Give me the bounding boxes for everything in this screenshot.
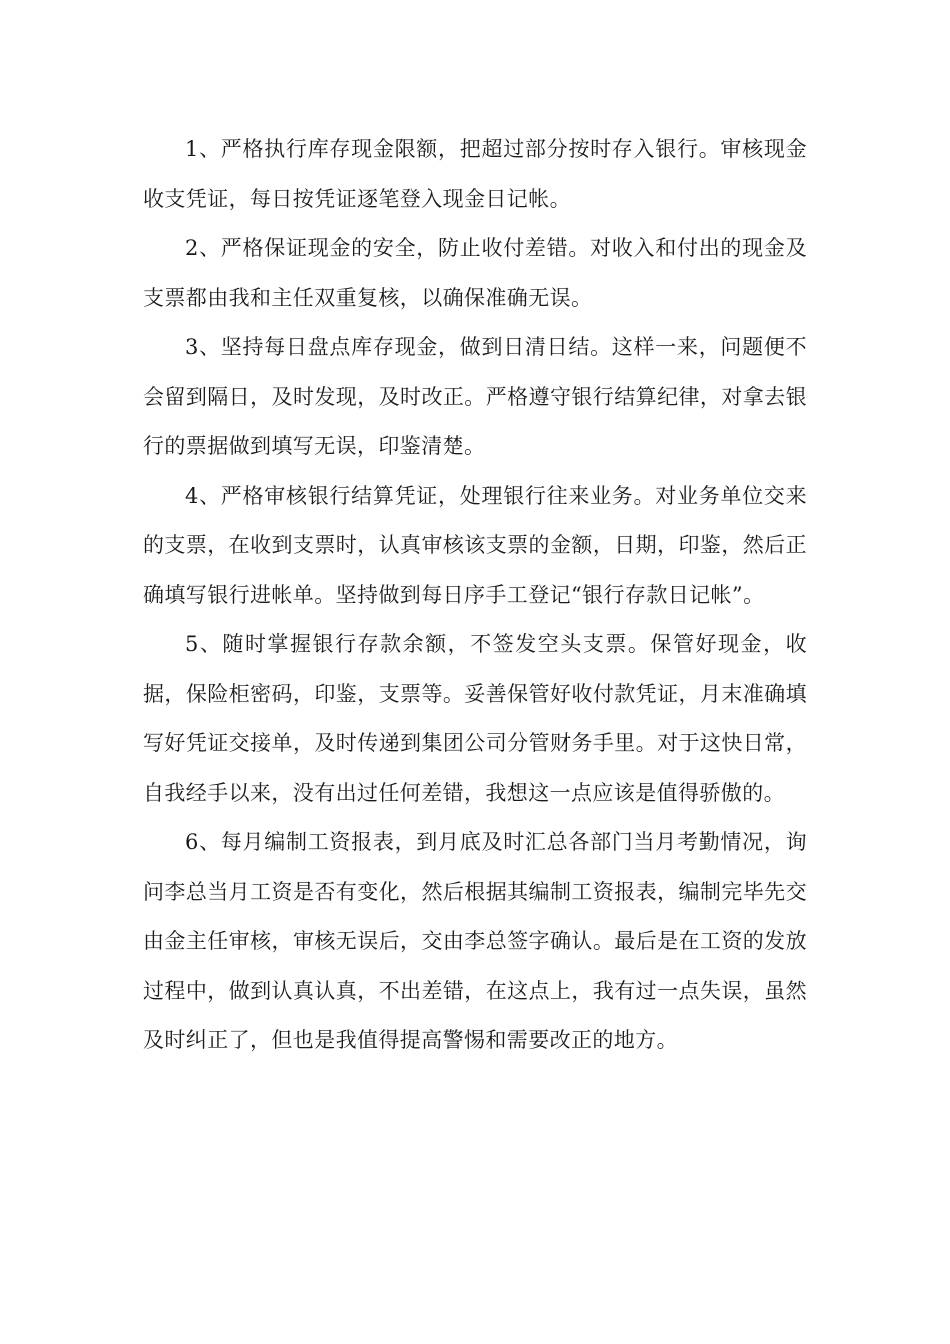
paragraph-2: 2、严格保证现金的安全，防止收付差错。对收入和付出的现金及支票都由我和主任双重复核，以确保准确无误。	[143, 236, 807, 310]
paragraph-6: 6、每月编制工资报表，到月底及时汇总各部门当月考勤情况，询问李总当月工资是否有变化，然后根据其编制工资报表，编制完毕先交由金主任审核，审核无误后，交由李总签字确认。最后是在工资的发放过程中，做到认真认真，不出差错，在这点上，我有过一点失误，虽然及时纠正了，但也是我值得提高警惕和需要改正的地方。	[143, 830, 807, 1052]
paragraph-3: 3、坚持每日盘点库存现金，做到日清日结。这样一来，问题便不会留到隔日，及时发现，及时改正。严格遵守银行结算纪律，对拿去银行的票据做到填写无误，印鉴清楚。	[143, 335, 807, 458]
document-body	[143, 125, 807, 1066]
paragraph-5: 5、随时掌握银行存款余额，不签发空头支票。保管好现金，收据，保险柜密码，印鉴，支票等。妥善保管好收付款凭证，月末准确填写好凭证交接单，及时传递到集团公司分管财务手里。对于这快日常，自我经手以来，没有出过任何差错，我想这一点应该是值得骄傲的。	[143, 632, 807, 805]
paragraph-1: 1、严格执行库存现金限额，把超过部分按时存入银行。审核现金收支凭证，每日按凭证逐笔登入现金日记帐。	[143, 137, 807, 211]
paragraph-4: 4、严格审核银行结算凭证，处理银行往来业务。对业务单位交来的支票，在收到支票时，认真审核该支票的金额，日期，印鉴，然后正确填写银行进帐单。坚持做到每日序手工登记“银行存款日记帐”。	[143, 483, 807, 607]
